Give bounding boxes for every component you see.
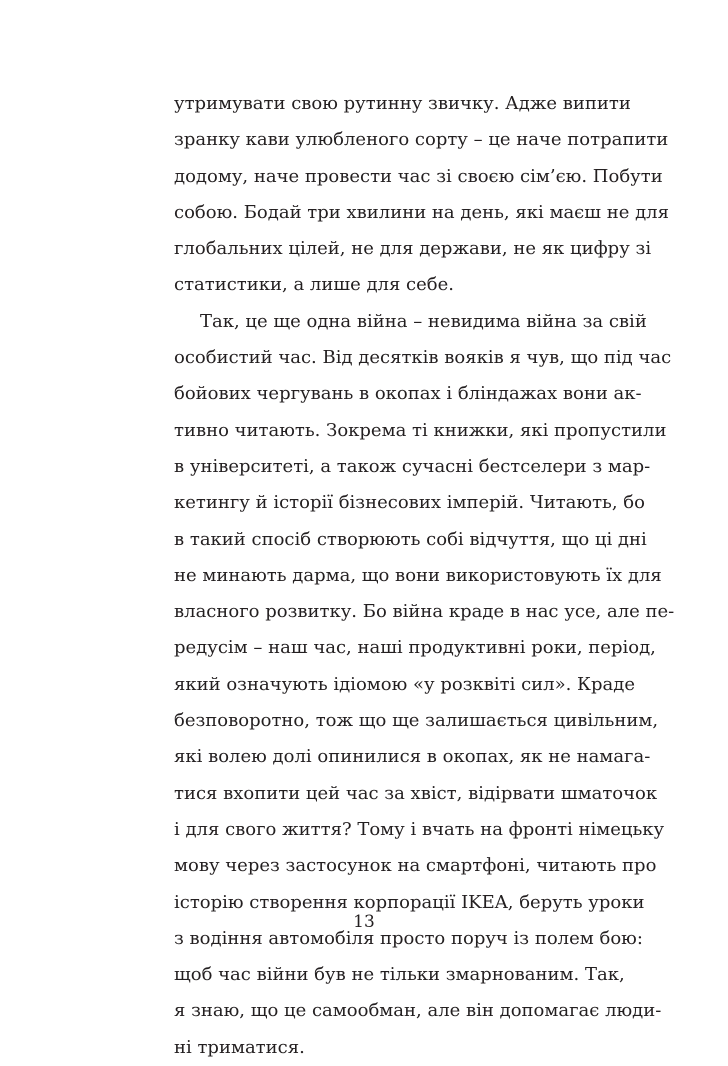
text-line: бойових чергувань в окопах і бліндажах вони ак-: [174, 383, 642, 405]
text-line: мову через застосунок на смартфоні, читають про: [174, 855, 657, 877]
text-line: кетингу й історії бізнесових імперій. Читають, бо: [174, 492, 645, 514]
paragraph-1: [174, 86, 669, 304]
page-number: 13: [353, 912, 375, 932]
text-line: які волею долі опинилися в окопах, як не намага-: [174, 746, 651, 768]
text-line: безповоротно, тож що ще залишається цивільним,: [174, 710, 659, 732]
text-line: власного розвитку. Бо війна краде в нас усе, але пе-: [174, 601, 675, 623]
text-line: Так, це ще одна війна – невидима війна за свій: [200, 310, 647, 332]
text-line: глобальних цілей, не для держави, не як цифру зі: [174, 238, 652, 260]
text-line: додому, наче провести час зі своєю сім’єю. Побути: [174, 165, 663, 187]
text-line: який означують ідіомою «у розквіті сил». Краде: [174, 673, 635, 695]
paragraph-2: [174, 304, 675, 1066]
text-line: не минають дарма, що вони використовують їх для: [174, 564, 662, 586]
text-line: в університеті, а також сучасні бестселери з мар-: [174, 455, 651, 477]
text-line: історію створення корпорації IKEA, беруть уроки: [174, 891, 645, 913]
text-line: тивно читають. Зокрема ті книжки, які пропустили: [174, 419, 667, 441]
text-line: в такий спосіб створюють собі відчуття, що ці дні: [174, 528, 647, 550]
text-line: і для свого життя? Тому і вчать на фронті німецьку: [174, 818, 665, 840]
text-line: редусім – наш час, наші продуктивні роки, період,: [174, 637, 656, 659]
text-line: статистики, а лише для себе.: [174, 274, 454, 296]
text-line: особистий час. Від десятків вояків я чув, що під час: [174, 347, 672, 369]
text-line: тися вхопити цей час за хвіст, відірвати шматочок: [174, 782, 658, 804]
text-line: собою. Бодай три хвилини на день, які маєш не для: [174, 201, 669, 223]
text-line: зранку кави улюбленого сорту – це наче потрапити: [174, 129, 669, 151]
text-line: утримувати свою рутинну звичку. Адже випити: [174, 93, 631, 114]
text-line: ні триматися.: [174, 1036, 305, 1058]
text-line: я знаю, що це самообман, але він допомагає люди-: [174, 1000, 662, 1022]
text-line: з водіння автомобіля просто поруч із полем бою:: [174, 927, 643, 949]
text-line: щоб час війни був не тільки змарнованим. Так,: [174, 964, 625, 986]
